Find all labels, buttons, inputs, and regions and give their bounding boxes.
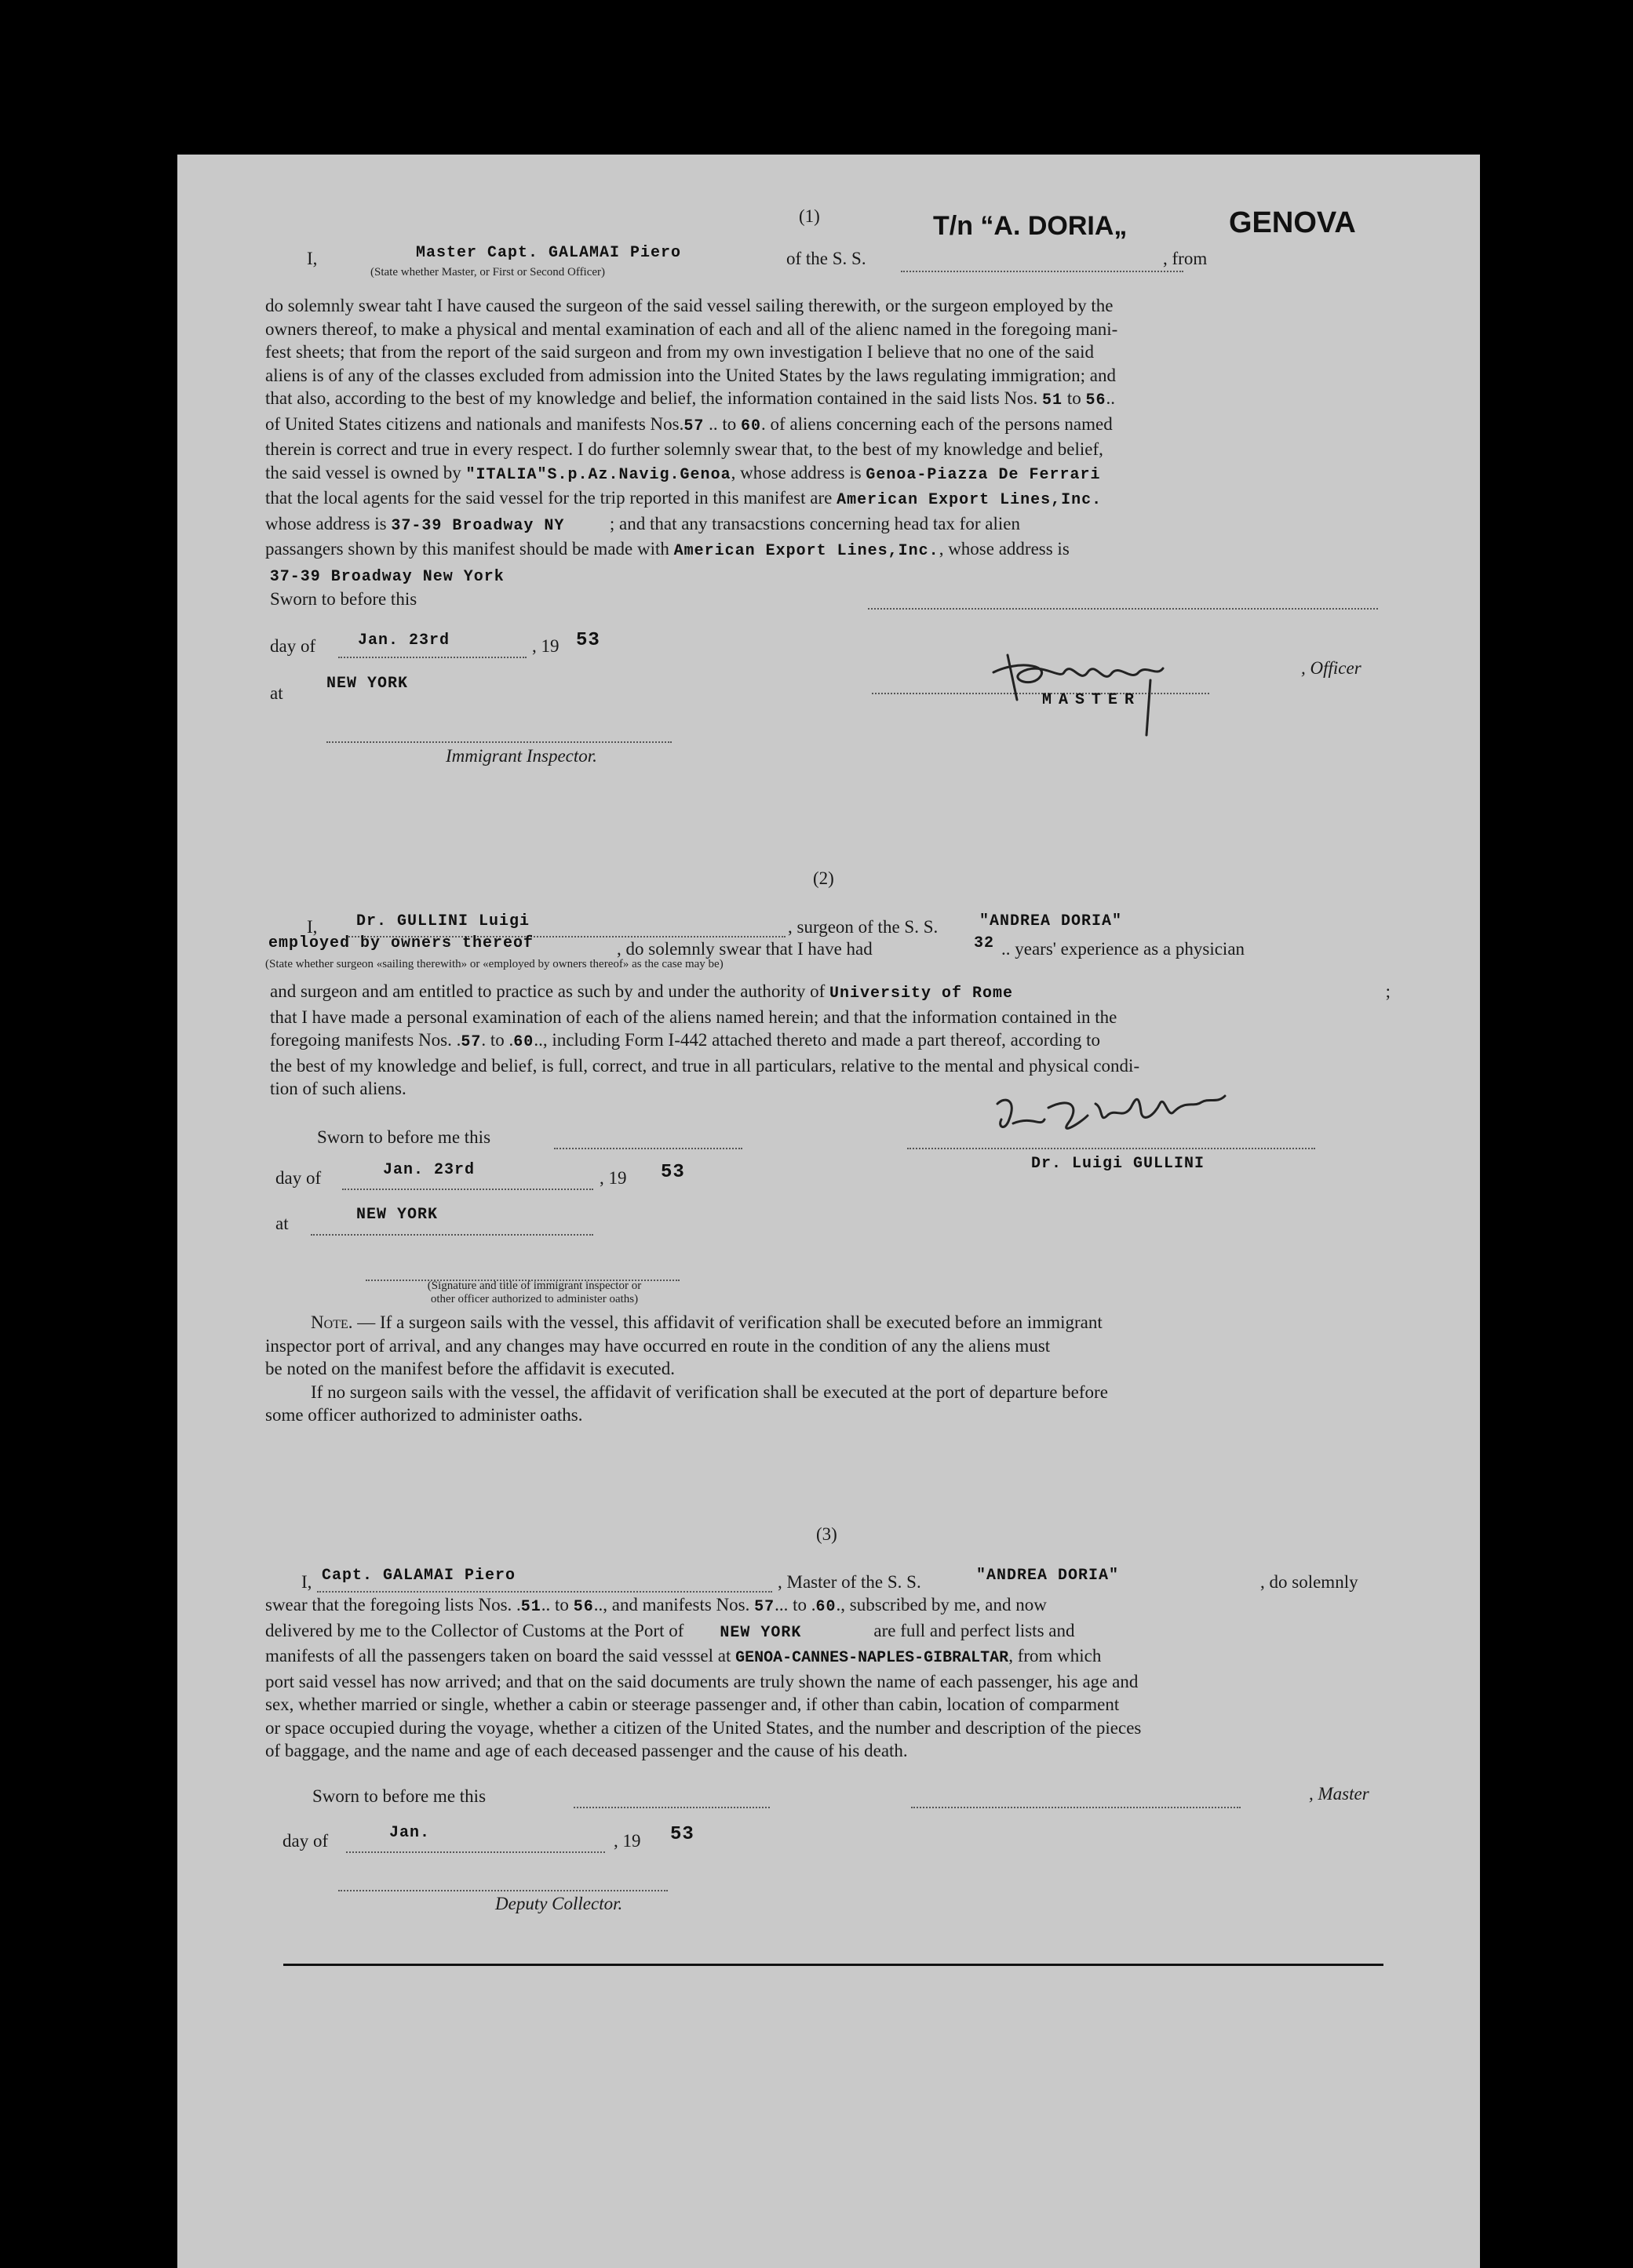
oath-place: NEW YORK bbox=[356, 1206, 439, 1224]
inspector-line bbox=[326, 721, 672, 743]
oath-year: 53 bbox=[661, 1162, 685, 1183]
port-stamp: GENOVA bbox=[1229, 206, 1356, 239]
year-prefix: , 19 bbox=[600, 1168, 627, 1188]
sworn-line bbox=[554, 1127, 742, 1149]
oath-date: Jan. 23rd bbox=[383, 1161, 476, 1179]
section-number: (3) bbox=[816, 1524, 837, 1544]
years-experience: 32 bbox=[974, 934, 995, 952]
of-the-ss: of the S. S. bbox=[786, 249, 866, 268]
sworn-label: Sworn to before this bbox=[270, 589, 417, 609]
master-stamp: MASTER bbox=[1042, 691, 1142, 709]
swear-had: , do solemnly swear that I have had bbox=[617, 939, 873, 959]
year-prefix: , 19 bbox=[532, 636, 560, 656]
voyage-route: GENOA-CANNES-NAPLES-GIBRALTAR bbox=[735, 1649, 1009, 1667]
oath-paragraph: do solemnly swear taht I have caused the surgeon of the said vessel sailing therewith, or the surgeon employed by the owners thereof, to make a physical and mental examination of each and all of the alienc named in the foregoing mani- fest sheets; that from the report of the said surgeon and from my own investigation I believe that no one of the said aliens is of any of the classes excluded from admission into the United States by the laws regulating immigration; and that also, according to the best of my knowledge and belief, the information contained in the said lists Nos. 51 to 56.. of United States citizens and nationals and manifests Nos.57 .. to 60. of aliens concerning each of the persons named therein is correct and true in every respect. I do further solemnly swear that, to the best of my knowledge and belief, the said vessel is owned by "ITALIA"S.p.Az.Navig.Genoa, whose address is Genoa-Piazza De Ferrari that the local agents for the said vessel for the trip reported in this manifest are American Export Lines,Inc. whose address is 37-39 Broadway NY ; and that any transacstions concerning head tax for alien passangers shown by this manifest should be made with American Export Lines,Inc., whose address is 37-39 Broadway New York bbox=[265, 296, 1118, 586]
master-suffix: , Master bbox=[1309, 1784, 1369, 1804]
oath-place: NEW YORK bbox=[326, 675, 409, 693]
signature-line bbox=[868, 588, 1378, 610]
oath-year: 53 bbox=[576, 630, 600, 651]
ship-name: "ANDREA DORIA" bbox=[976, 1567, 1120, 1585]
sworn-label: Sworn to before me this bbox=[317, 1127, 491, 1147]
surgeon-name: Dr. GULLINI Luigi bbox=[356, 912, 530, 930]
section-number: (2) bbox=[813, 868, 834, 888]
date-line bbox=[342, 1168, 593, 1190]
vessel-owner: "ITALIA"S.p.Az.Navig.Genoa bbox=[465, 465, 731, 484]
license-authority: University of Rome bbox=[829, 985, 1014, 1003]
year-prefix: , 19 bbox=[614, 1831, 641, 1851]
day-of-label: day of bbox=[270, 636, 316, 656]
label-i: I, bbox=[307, 249, 318, 268]
experience-label: .. years' experience as a physician bbox=[1001, 939, 1245, 959]
oath-year: 53 bbox=[670, 1824, 694, 1845]
section-number: (1) bbox=[799, 206, 820, 226]
date-line bbox=[338, 636, 527, 658]
do-solemnly: , do solemnly bbox=[1260, 1572, 1358, 1592]
label-i: I, bbox=[307, 917, 318, 937]
at-label: at bbox=[275, 1214, 289, 1233]
agents-address: 37-39 Broadway NY bbox=[391, 516, 565, 535]
date-line bbox=[346, 1831, 605, 1853]
surgeon-signature-line bbox=[907, 1127, 1315, 1149]
officer-instruction: (State whether Master, or First or Second Officer) bbox=[370, 266, 606, 278]
ship-name: "ANDREA DORIA" bbox=[979, 912, 1123, 930]
surgeon-signer: Dr. Luigi GULLINI bbox=[1031, 1155, 1205, 1173]
label-i: I, bbox=[301, 1572, 312, 1592]
day-of-label: day of bbox=[275, 1168, 322, 1188]
note-paragraph: Note. — If a surgeon sails with the vessel, this affidavit of verification shall be executed before an immigrant inspector port of arrival, and any changes may have occurred en route in the condition of any the aliens must be noted on the manifest before the affidavit is executed. If no surgeon sails with the vessel, the affidavit of verification shall be executed at the port of departure before some officer authorized to administer oaths. bbox=[265, 1312, 1108, 1425]
oath-month: Jan. bbox=[389, 1824, 431, 1842]
surgeon-paragraph: and surgeon and am entitled to practice as such by and under the authority of University of Rome ; that I have made a personal examination of each of the aliens named herein; and that the information contained in the foregoing manifests Nos. .57. to .60.., including Form I-442 attached thereto and made a part thereof, according to the best of my knowledge and belief, is full, correct, and true in all particulars, relative to the mental and physical condi- tion of such aliens. bbox=[270, 981, 1391, 1098]
day-of-label: day of bbox=[282, 1831, 329, 1851]
inspector-label: Immigrant Inspector. bbox=[446, 746, 597, 766]
surgeon-of: , surgeon of the S. S. bbox=[788, 917, 939, 937]
master-oath-paragraph: swear that the foregoing lists Nos. .51.. to 56.., and manifests Nos. 57... to .60., subscribed by me, and now delivered by me to the Collector of Customs at the Port of NEW YORK are full and perfect lists and manifests of all the passengers taken on board the said vesssel at GENOA-CANNES-NAPLES-GIBRALTAR, from which port said vessel has now arrived; and that on the said documents are truly shown the name of each passenger, his age and sex, whether married or single, whether a cabin or steerage passenger and, if other than cabin, location of comparment or space occupied during the voyage, whether a citizen of the United States, and the number and description of the pieces of baggage, and the name and age of each deceased passenger and the cause of his death. bbox=[265, 1595, 1142, 1760]
master-name: Master Capt. GALAMAI Piero bbox=[416, 244, 682, 262]
ship-stamp: T/n “A. DORIA„ bbox=[933, 211, 1128, 241]
place-line bbox=[311, 1214, 593, 1236]
head-tax-agent: American Export Lines,Inc. bbox=[673, 542, 939, 560]
sworn-line bbox=[574, 1786, 770, 1808]
deputy-line bbox=[338, 1869, 668, 1891]
master-signature-line bbox=[911, 1786, 1241, 1808]
head-tax-address: 37-39 Broadway New York bbox=[269, 567, 505, 586]
ship-name-line bbox=[901, 250, 1183, 272]
oath-date: Jan. 23rd bbox=[358, 632, 450, 650]
employment-status: employed by owners thereof bbox=[268, 934, 534, 952]
employment-instruction: (State whether surgeon «sailing therewith» or «employed by owners thereof» as the case may be) bbox=[265, 958, 724, 970]
local-agents: American Export Lines,Inc. bbox=[837, 491, 1103, 509]
owner-address: Genoa-Piazza De Ferrari bbox=[866, 465, 1101, 484]
inspector-instruction: (Signature and title of immigrant inspector or other officer authorized to administer oaths) bbox=[427, 1280, 642, 1305]
master-name-line bbox=[317, 1571, 772, 1593]
arrival-port: NEW YORK bbox=[720, 1623, 802, 1642]
inspector-line bbox=[366, 1259, 680, 1281]
master-name: Capt. GALAMAI Piero bbox=[322, 1567, 516, 1585]
deputy-label: Deputy Collector. bbox=[495, 1894, 623, 1913]
master-signature bbox=[986, 625, 1174, 743]
master-of: , Master of the S. S. bbox=[778, 1572, 921, 1592]
bottom-rule bbox=[283, 1964, 1383, 1966]
officer-suffix: , Officer bbox=[1301, 658, 1361, 678]
document-page bbox=[177, 155, 1480, 2268]
sworn-label: Sworn to before me this bbox=[312, 1786, 487, 1806]
at-label: at bbox=[270, 683, 283, 703]
from-label: , from bbox=[1163, 249, 1208, 268]
